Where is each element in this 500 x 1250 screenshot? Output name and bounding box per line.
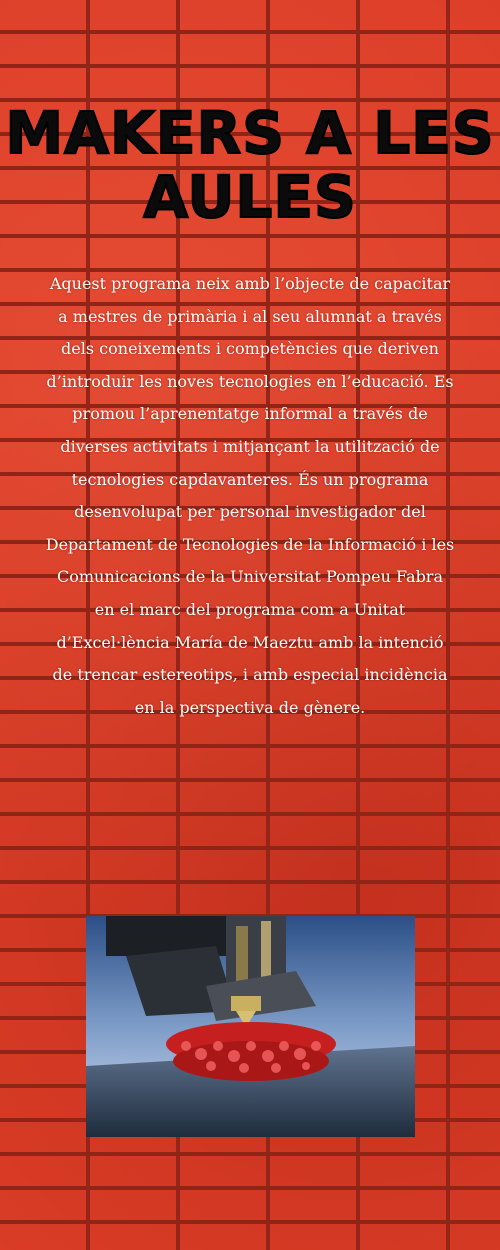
3d-printer-photo	[86, 916, 415, 1137]
page-title	[0, 98, 500, 231]
title-line-2: AULES	[143, 162, 357, 231]
title-line-1: MAKERS A LES	[5, 98, 495, 167]
3d-printer-illustration	[86, 916, 415, 1137]
program-description: Aquest programa neix amb l’objecte de capacitar a mestres de primària i al seu alumnat a través dels coneixements i competències que deriven d’introduir les noves tecnologies en l’educació. Es promou l’aprenentatge informal a través de diverses activitats i mitjançant la utilització de tecnologies capdavanteres. És un programa desenvolupat per personal investigador del Departament de Tecnologies de la Informació i les Comunicacions de la Universitat Pompeu Fabra en el marc del programa com a Unitat d’Excel·lència María de Maeztu amb la intenció de trencar estereotips, i amb especial incidència en la perspectiva de gènere.	[45, 274, 455, 717]
